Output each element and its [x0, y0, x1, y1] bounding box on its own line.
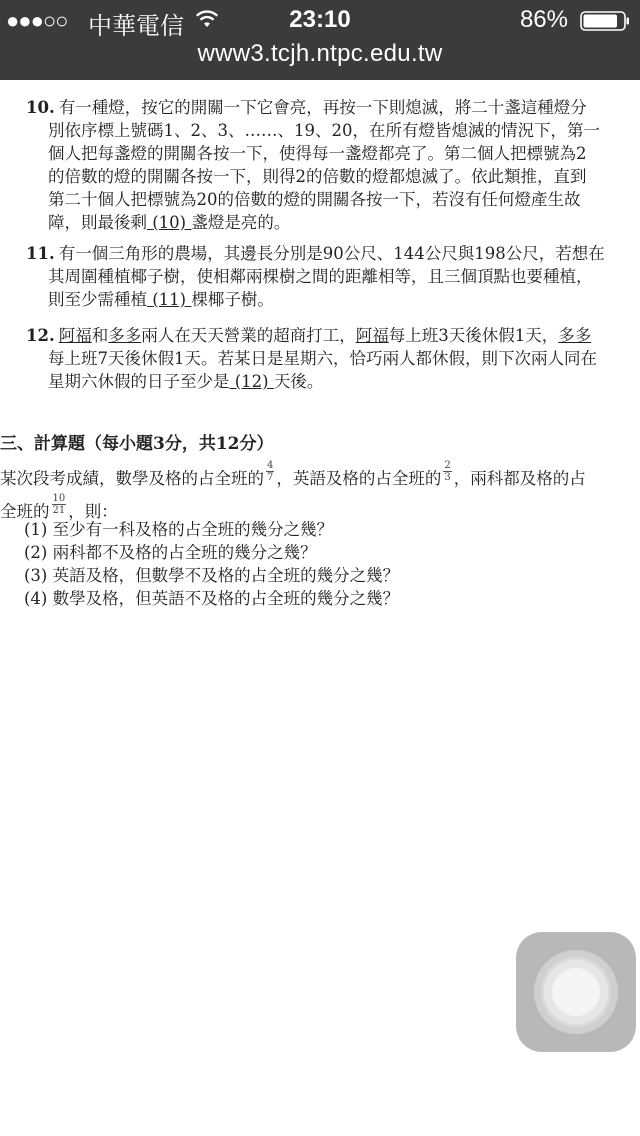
fraction-english: $\frac{2}{3}$: [444, 460, 451, 483]
battery-icon: [580, 11, 630, 31]
question-text-line: 的倍數的燈的開關各按一下，則得2的倍數的燈都熄滅了。依此類推，直到: [48, 167, 587, 186]
sub-question-2: (2) 兩科都不及格的占全班的幾分之幾？: [24, 543, 317, 562]
question-text: 則至少需種植: [48, 290, 147, 309]
status-time: 23:10: [289, 6, 351, 33]
answer-blank: (10): [152, 213, 187, 232]
question-text: 天後。: [273, 372, 324, 391]
assistive-touch-core-icon: [552, 968, 600, 1016]
fraction-both: $\frac{10}{21}$: [52, 493, 66, 516]
carrier-name: 中華電信: [88, 12, 184, 40]
browser-top-bar: [0, 0, 640, 80]
person-name: 阿福: [355, 326, 389, 345]
question-text: 棵椰子樹。: [191, 290, 274, 309]
question-text-line: 個人把每盞燈的開關各按一下，使得每一盞燈都亮了。第二個人把標號為2: [48, 144, 587, 163]
question-text: 星期六休假的日子至少是: [48, 372, 230, 391]
section-title: 三、計算題（每小題3分，共12分）: [0, 434, 274, 454]
assistive-touch-button[interactable]: [516, 932, 636, 1052]
sub-question-4: (4) 數學及格，但英語不及格的占全班的幾分之幾？: [24, 589, 400, 608]
fraction-math: $\frac{4}{7}$: [267, 460, 274, 483]
question-number: 11.: [26, 244, 55, 263]
person-name: 多多: [108, 326, 142, 345]
status-bar: [0, 0, 640, 40]
sub-question-1: (1) 至少有一科及格的占全班的幾分之幾？: [24, 520, 334, 539]
question-text: 兩人在天天營業的超商打工，: [141, 326, 356, 345]
question-text-line: 有一種燈，按它的開關一下它會亮，再按一下則熄滅，將二十盞這種燈分: [58, 98, 587, 117]
question-text: 每上班3天後休假1天，: [388, 326, 559, 345]
question-text-line: 每上班7天後休假1天。若某日是星期六，恰巧兩人都休假，則下次兩人同在: [48, 349, 597, 368]
question-11: [26, 242, 634, 311]
question-number: 10.: [26, 98, 55, 117]
question-text: 障，則最後剩: [48, 213, 147, 232]
question-text-line: 別依序標上號碼1、2、3、……、19、20，在所有燈皆熄滅的情況下，第一: [48, 121, 600, 140]
question-10: [26, 96, 634, 234]
answer-blank: (11): [152, 290, 187, 309]
url-bar[interactable]: www3.tcjh.ntpc.edu.tw: [197, 40, 443, 67]
calc-intro-line-2: 全班的 $\frac{10}{21}$ ，則：: [0, 493, 118, 521]
person-name: 阿福: [58, 326, 92, 345]
question-number: 12.: [26, 326, 55, 345]
battery-percent: 86%: [519, 6, 568, 33]
question-text: 盞燈是亮的。: [191, 213, 291, 232]
question-text-line: 第二十個人把標號為20的倍數的燈的開關各按一下，若沒有任何燈產生故: [48, 190, 581, 209]
signal-strength-icon: ●●●○○: [6, 8, 68, 33]
sub-question-3: (3) 英語及格，但數學不及格的占全班的幾分之幾？: [24, 566, 400, 585]
calc-intro-line-1: 某次段考成績，數學及格的占全班的 $\frac{4}{7}$ ，英語及格的占全班的 $\frac{2}{3}$ ，兩科都及格的占: [0, 460, 586, 488]
answer-blank: (12): [234, 372, 269, 391]
question-text-line: 有一個三角形的農場，其邊長分別是90公尺、144公尺與198公尺，若想在: [58, 244, 605, 263]
question-text-line: 其周圍種植椰子樹，使相鄰兩棵樹之間的距離相等，且三個頂點也要種植，: [48, 267, 593, 286]
question-12: 12. 阿福和多多兩人在天天營業的超商打工，阿福每上班3天後休假1天，多多 每上班7天後休假1天。若某日是星期六，恰巧兩人都休假，則下次兩人同在 星期六休假的日子至少是 (12) 天後。: [26, 324, 634, 393]
person-name: 多多: [558, 326, 592, 345]
